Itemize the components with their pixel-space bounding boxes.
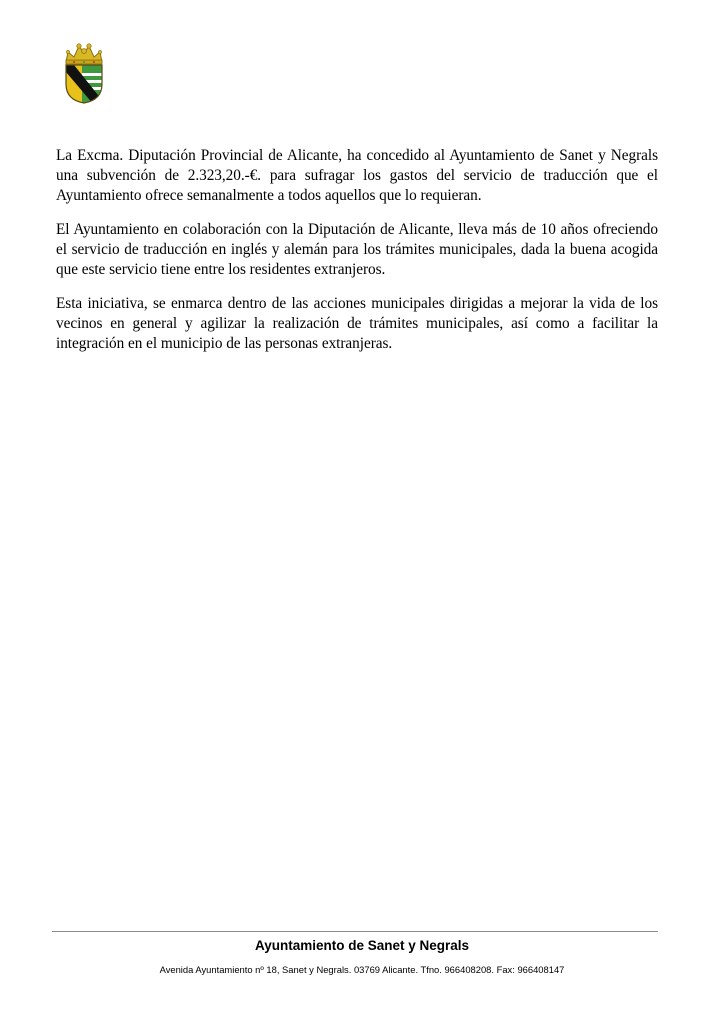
footer-divider	[52, 931, 658, 932]
paragraph-translation-service: El Ayuntamiento en colaboración con la Diputación de Alicante, lleva más de 10 años ofreciendo el servicio de traducción en inglés y alemán para los trámites municipales, dada la buena acogida que este servicio tiene entre los residentes extranjeros.	[56, 221, 658, 278]
footer-title: Ayuntamiento de Sanet y Negrals	[254, 938, 470, 953]
municipal-coat-of-arms-icon	[60, 42, 108, 104]
footer-address: Avenida Ayuntamiento nº 18, Sanet y Negrals. 03769 Alicante. Tfno. 966408208. Fax: 966408147	[159, 964, 565, 975]
document-body	[56, 146, 658, 368]
paragraph-initiative: Esta iniciativa, se enmarca dentro de las acciones municipales dirigidas a mejorar la vida de los vecinos en general y agilizar la realización de trámites municipales, así como a facilitar la integración en el municipio de las personas extranjeras.	[56, 295, 658, 352]
paragraph-subsidy: La Excma. Diputación Provincial de Alicante, ha concedido al Ayuntamiento de Sanet y Negrals una subvención de 2.323,20.-€. para sufragar los gastos del servicio de traducción que el Ayuntamiento ofrece semanalmente a todos aquellos que lo requieran.	[56, 147, 658, 204]
